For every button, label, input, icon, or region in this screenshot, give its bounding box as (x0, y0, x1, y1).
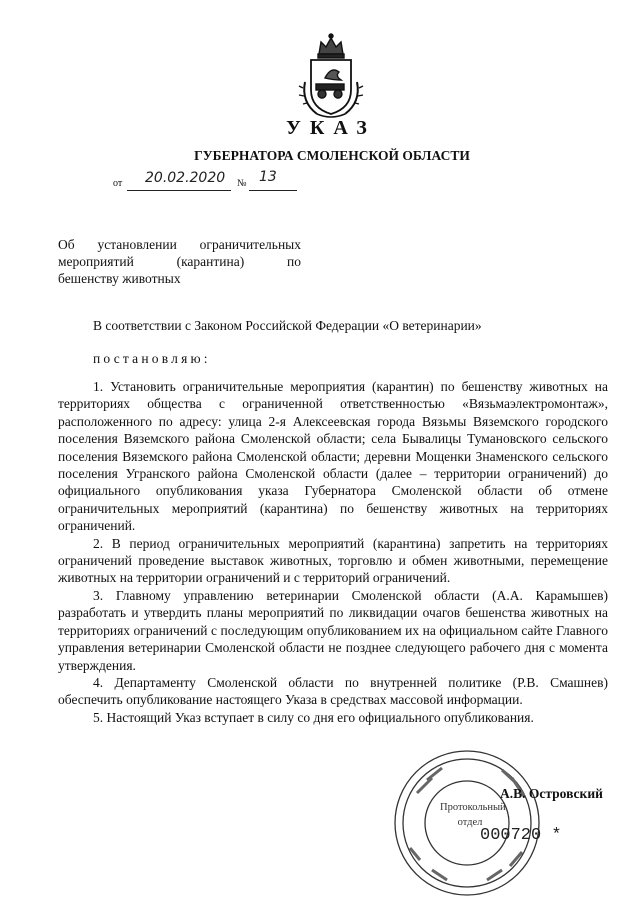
subject-block (58, 236, 301, 287)
decree-items (58, 378, 608, 726)
decree-item: 2. В период ограничительных мероприятий (карантина) запретить на территориях ограничений проведение выставок животных, торговлю и обмен животными, перемещение животных на территории ограничений и с территорий ограничений. (58, 535, 608, 586)
decree-word: постановляю: (93, 351, 211, 366)
stamp-text: Протокольный отдел (440, 802, 506, 828)
decree-item: 1. Установить ограничительные мероприятия (карантин) по бешенству животных на территориях общества с ограниченной ответственностью «Вязьмаэлектромонтаж», расположенного по адресу: улица 2-я Алексеевская города Вязьмы Вяземского городского поселения Вяземского района Смоленской области; села Бывалицы Тумановского сельского поселения Вяземского района Смоленской области; деревни Мощенки Знаменского сельского поселения Угранского района Смоленской области (далее – территории ограничений) до официального опубликования указа Губернатора Смоленской области об отмене ограничительных мероприятий (карантина) по бешенству животных на территориях ограничений. (58, 379, 608, 534)
registration-number: 000720 * (480, 826, 562, 845)
issuer-title: ГУБЕРНАТОРА СМОЛЕНСКОЙ ОБЛАСТИ (194, 148, 470, 163)
number-label: № (237, 178, 247, 189)
preamble: В соответствии с Законом Российской Федерации «О ветеринарии» (93, 318, 482, 333)
decree-item: 4. Департаменту Смоленской области по внутренней политике (Р.В. Смашнев) обеспечить опубликование настоящего Указа в средствах массовой информации. (58, 674, 608, 708)
smolensk-coat-of-arms-icon (295, 32, 367, 118)
document-date: 20.02.2020 (145, 170, 226, 186)
date-number-line (113, 170, 363, 192)
subject-line: мероприятий (карантина) по (58, 254, 301, 269)
number-underline (249, 190, 297, 191)
document-number: 13 (259, 169, 277, 185)
decree-item: 3. Главному управлению ветеринарии Смоленской области (А.А. Карамышев) разработать и утвердить планы мероприятий по ликвидации очагов бешенства животных на территориях ограничений с последующим опубликованием их на официальном сайте Главного управления ветеринарии Смоленской области не позднее следующего рабочего дня с момента утверждения. (58, 587, 608, 673)
date-underline (127, 190, 231, 191)
subject-line: Об установлении ограничительных (58, 237, 301, 252)
document-title: УКАЗ (286, 117, 376, 139)
signatory-name: А.В. Островский (500, 786, 603, 801)
subject-line: бешенству животных (58, 271, 181, 286)
official-stamp (392, 748, 542, 898)
decree-item: 5. Настоящий Указ вступает в силу со дня его официального опубликования. (93, 709, 534, 725)
date-from-label: от (113, 178, 123, 189)
